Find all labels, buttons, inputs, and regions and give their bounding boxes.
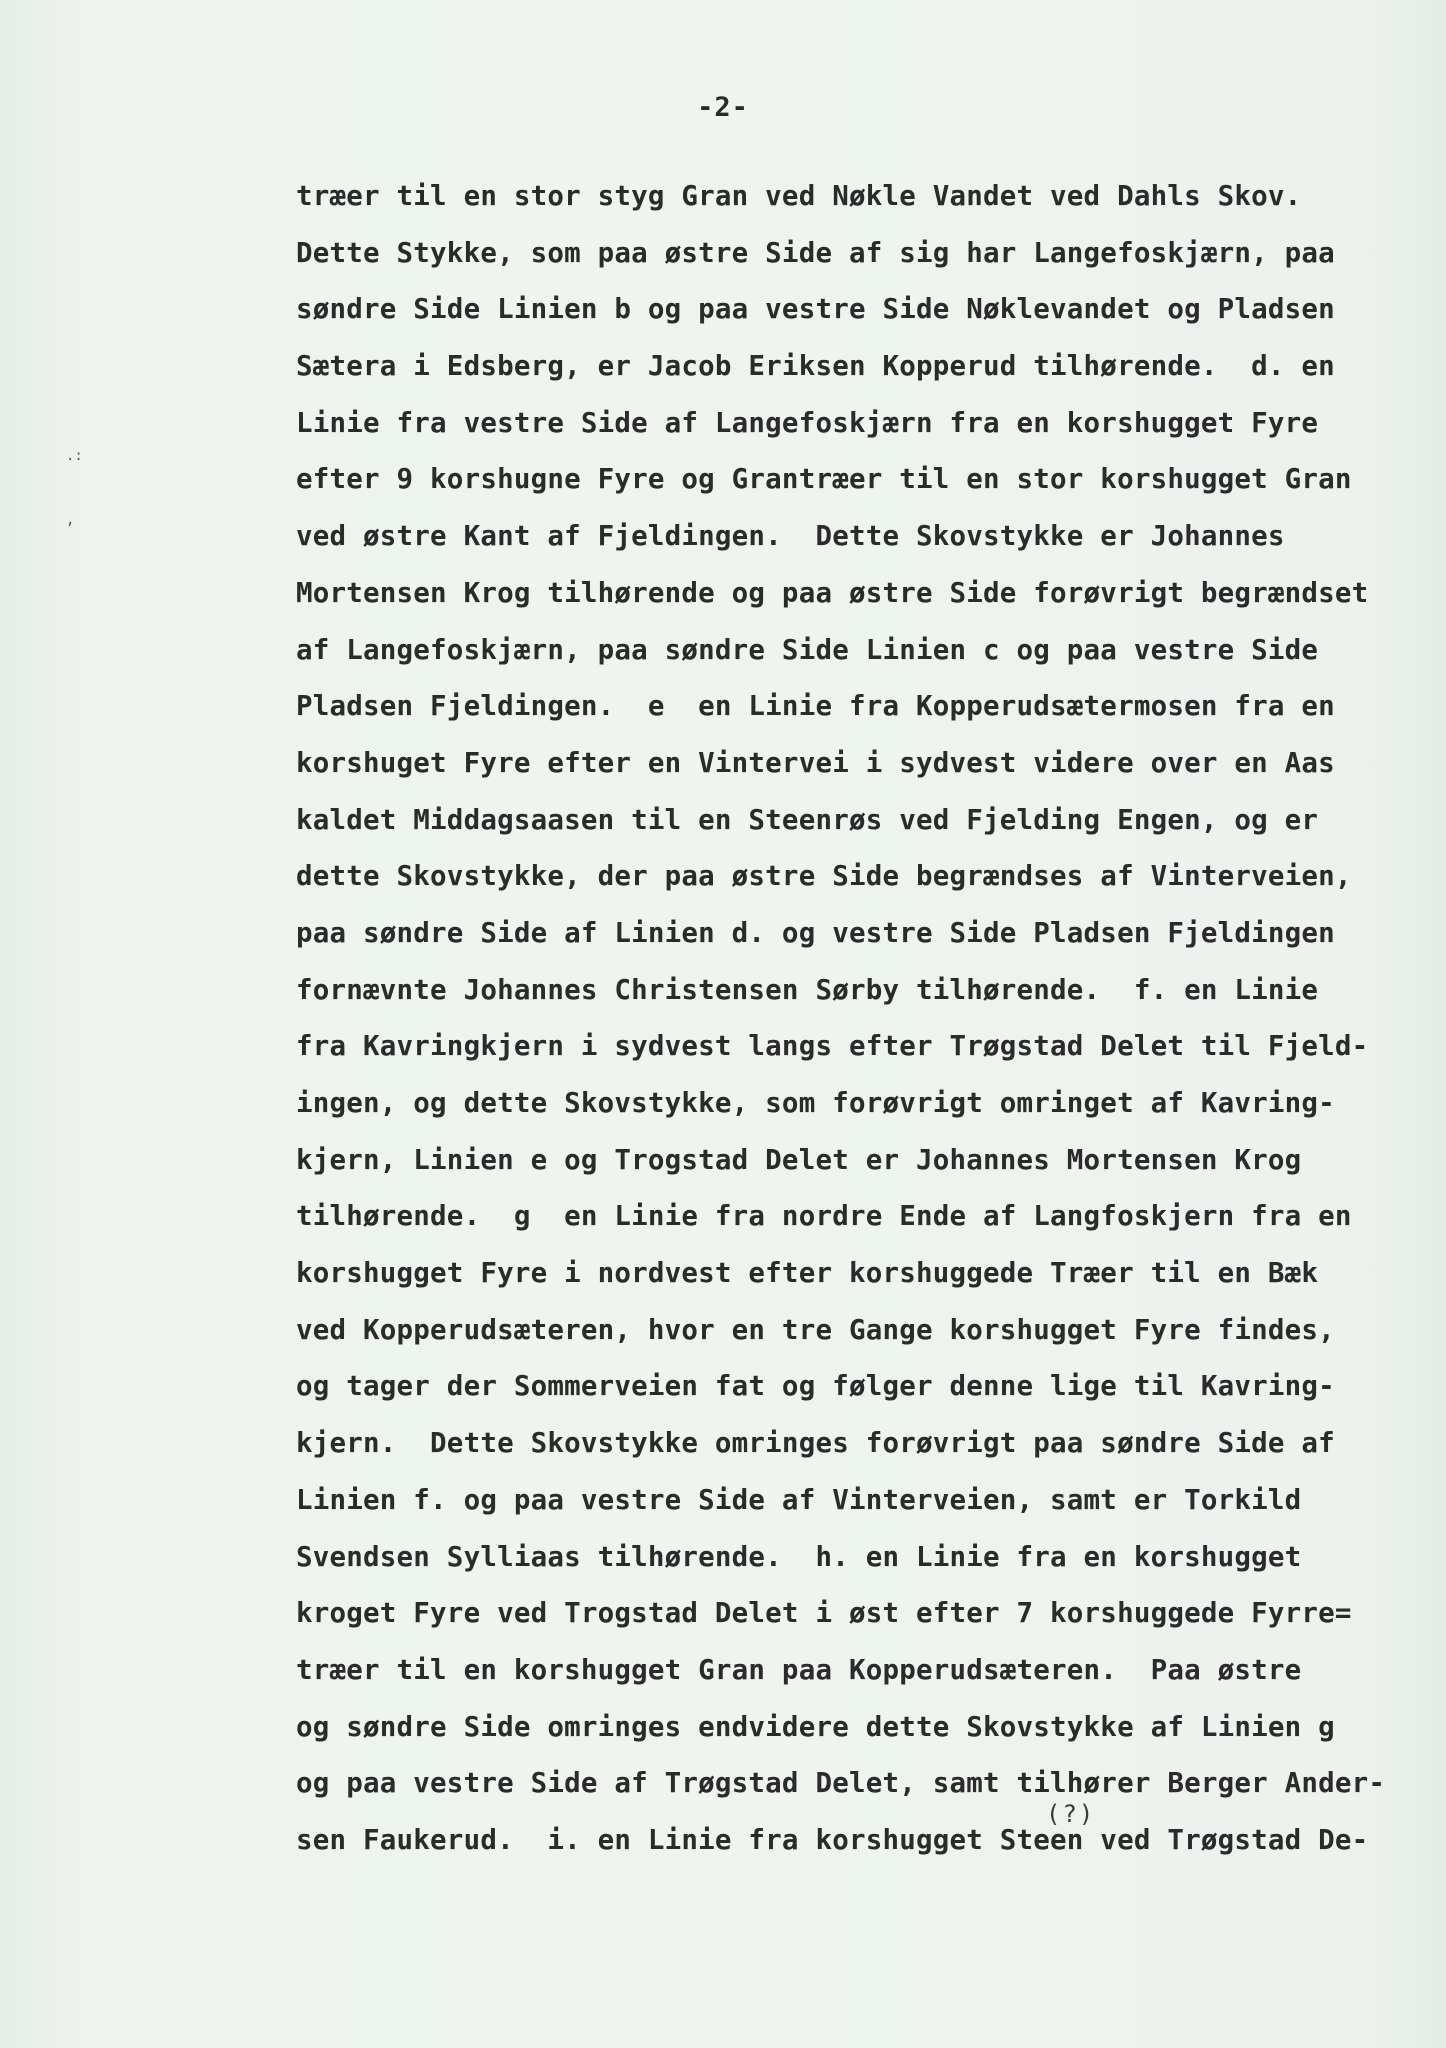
text-line: og søndre Side omringes endvidere dette Skovstykke af Linien g <box>296 1710 1335 1743</box>
text-line: træer til en korshugget Gran paa Kopperudsæteren. Paa østre <box>296 1653 1302 1686</box>
typewritten-text-body <box>296 168 1385 1869</box>
text-line: ingen, og dette Skovstykke, som forøvrigt omringet af Kavring- <box>296 1087 1335 1119</box>
text-line: efter 9 korshugne Fyre og Grantræer til en stor korshugget Gran <box>296 463 1352 496</box>
text-line: Linien f. og paa vestre Side af Vinterveien, samt er Torkild <box>296 1483 1302 1516</box>
text-line: kjern, Linien e og Trogstad Delet er Johannes Mortensen Krog <box>296 1143 1302 1176</box>
text-line: søndre Side Linien b og paa vestre Side Nøklevandet og Pladsen <box>296 293 1335 326</box>
text-line: korshugget Fyre i nordvest efter korshuggede Træer til en Bæk <box>296 1257 1319 1290</box>
text-line: og tager der Sommerveien fat og følger denne lige til Kavring- <box>296 1370 1335 1403</box>
text-line: kaldet Middagsaasen til en Steenrøs ved Fjelding Engen, og er <box>296 803 1319 836</box>
text-line: tilhørende. g en Linie fra nordre Ende af Langfoskjern fra en <box>296 1200 1352 1233</box>
handwritten-annotation: (?) <box>1046 1800 1096 1828</box>
text-line: Dette Stykke, som paa østre Side af sig har Langefoskjærn, paa <box>296 236 1335 269</box>
text-line: af Langefoskjærn, paa søndre Side Linien c og paa vestre Side <box>296 633 1319 666</box>
text-line: træer til en stor styg Gran ved Nøkle Vandet ved Dahls Skov. <box>296 180 1302 212</box>
text-line: paa søndre Side af Linien d. og vestre Side Pladsen Fjeldingen <box>296 916 1335 949</box>
text-line: dette Skovstykke, der paa østre Side begrændses af Vinterveien, <box>296 860 1352 893</box>
text-line: Svendsen Sylliaas tilhørende. h. en Linie fra en korshugget <box>296 1540 1302 1573</box>
margin-mark: .: <box>66 448 83 464</box>
text-line: Mortensen Krog tilhørende og paa østre Side forøvrigt begrændset <box>296 576 1369 609</box>
text-line: Linie fra vestre Side af Langefoskjærn fra en korshugget Fyre <box>296 406 1319 439</box>
text-line: kjern. Dette Skovstykke omringes forøvrigt paa søndre Side af <box>296 1427 1335 1460</box>
text-line: fornævnte Johannes Christensen Sørby tilhørende. f. en Linie <box>296 973 1319 1006</box>
text-line: ved østre Kant af Fjeldingen. Dette Skovstykke er Johannes <box>296 520 1285 553</box>
text-line: Sætera i Edsberg, er Jacob Eriksen Kopperud tilhørende. d. en <box>296 350 1335 383</box>
text-line: fra Kavringkjern i sydvest langs efter Trøgstad Delet til Fjeld- <box>296 1030 1369 1063</box>
text-line: og paa vestre Side af Trøgstad Delet, samt tilhører Berger Ander- <box>296 1767 1386 1800</box>
page-number: -2- <box>697 92 749 123</box>
text-line: ved Kopperudsæteren, hvor en tre Gange korshugget Fyre findes, <box>296 1313 1335 1346</box>
text-line: kroget Fyre ved Trogstad Delet i øst efter 7 korshuggede Fyrre= <box>296 1597 1352 1630</box>
text-line: sen Faukerud. i. en Linie fra korshugget Steen ved Trøgstad De- <box>296 1823 1369 1856</box>
margin-mark: , <box>66 512 75 528</box>
text-line: korshuget Fyre efter en Vintervei i sydvest videre over en Aas <box>296 746 1335 779</box>
text-line: Pladsen Fjeldingen. e en Linie fra Kopperudsætermosen fra en <box>296 690 1335 723</box>
